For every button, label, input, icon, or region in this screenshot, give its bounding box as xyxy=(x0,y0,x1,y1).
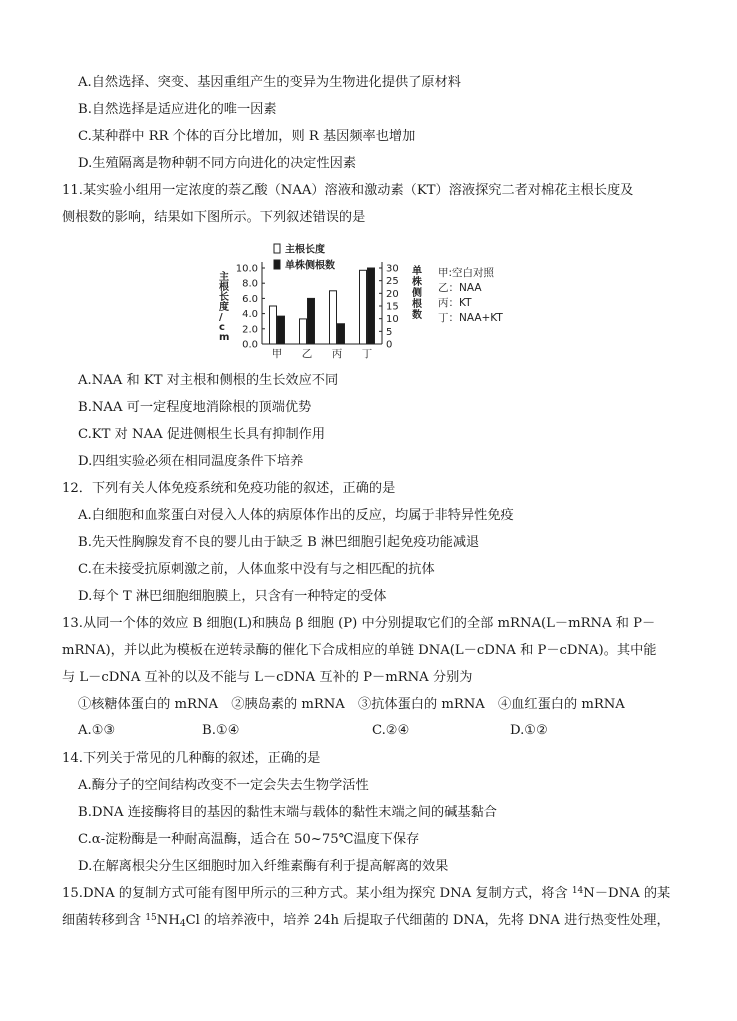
legend-label: 主根长度 xyxy=(285,244,325,256)
q13-choice-d: D.①② xyxy=(510,723,548,738)
left-tick-label: 4.0 xyxy=(242,309,258,321)
q12-option-b: B.先天性胸腺发育不良的婴儿由于缺乏 B 淋巴细胞引起免疫功能减退 xyxy=(78,535,480,550)
group-key-item: 丁：NAA+KT xyxy=(438,312,503,324)
legend-label: 单株侧根数 xyxy=(285,260,335,272)
q14-option-d: D.在解离根尖分生区细胞时加入纤维素酶有利于提高解离的效果 xyxy=(78,859,449,874)
q15-line1-part-b: N－DNA 的某 xyxy=(583,886,671,901)
bar-lateral-root xyxy=(308,298,315,344)
right-tick-label: 20 xyxy=(386,288,399,300)
x-category-label: 乙 xyxy=(301,348,313,360)
bar-lateral-root xyxy=(278,316,285,344)
x-category-label: 丙 xyxy=(331,348,343,360)
legend-swatch xyxy=(274,244,280,253)
q10-option-b: B.自然选择是适应进化的唯一因素 xyxy=(78,102,277,117)
right-tick-label: 10 xyxy=(386,314,399,326)
q11-stem-line1: 11.某实验小组用一定浓度的萘乙酸（NAA）溶液和激动素（KT）溶液探究二者对棉花主根长度及 xyxy=(62,183,634,198)
right-tick-label: 5 xyxy=(386,326,393,338)
x-category-label: 丁 xyxy=(361,348,373,360)
x-category-label: 甲 xyxy=(271,348,283,360)
q12-option-d: D.每个 T 淋巴细胞细胞膜上，只含有一种特定的受体 xyxy=(78,589,387,604)
q13-choice-b: B.①④ xyxy=(202,723,240,738)
bar-main-root xyxy=(270,306,277,344)
q11-option-d: D.四组实验必须在相同温度条件下培养 xyxy=(78,454,304,469)
q14-option-c: C.α-淀粉酶是一种耐高温酶，适合在 50~75℃温度下保存 xyxy=(78,832,420,847)
bar-lateral-root xyxy=(338,324,345,344)
right-axis-title: 单株侧根数 xyxy=(412,266,422,321)
q14-stem: 14.下列关于常见的几种酶的叙述，正确的是 xyxy=(62,751,321,766)
left-tick-label: 6.0 xyxy=(242,293,258,305)
q15-line2-sup: 15 xyxy=(145,913,157,923)
q13-stem-line2: mRNA)，并以此为模板在逆转录酶的催化下合成相应的单链 DNA(L－cDNA 和 P－cDNA)。其中能 xyxy=(62,643,657,658)
group-key-item: 乙：NAA xyxy=(438,282,482,294)
q11-option-a: A.NAA 和 KT 对主根和侧根的生长效应不同 xyxy=(78,373,339,388)
q11-option-b: B.NAA 可一定程度地消除根的顶端优势 xyxy=(78,400,312,415)
bar-main-root xyxy=(300,319,307,344)
q10-option-c: C.某种群中 RR 个体的百分比增加，则 R 基因频率也增加 xyxy=(78,129,416,144)
right-tick-label: 25 xyxy=(386,276,399,288)
q13-stem-line1: 13.从同一个体的效应 B 细胞(L)和胰岛 β 细胞 (P) 中分别提取它们的全部 mRNA(L－mRNA 和 P－ xyxy=(62,616,656,631)
q13-choice-c: C.②④ xyxy=(372,723,410,738)
q15-stem-line2 xyxy=(62,914,670,927)
q13-stem-line3: 与 L－cDNA 互补的以及不能与 L－cDNA 互补的 P－mRNA 分别为 xyxy=(62,670,473,685)
q12-option-c: C.在未接受抗原刺激之前，人体血浆中没有与之相匹配的抗体 xyxy=(78,562,435,577)
q13-items: ①核糖体蛋白的 mRNA ②胰岛素的 mRNA ③抗体蛋白的 mRNA ④血红蛋白的 mRNA xyxy=(78,697,625,712)
q15-line2-part-a: 细菌转移到含 xyxy=(62,913,146,928)
q13-choices xyxy=(78,724,658,740)
q10-option-d: D.生殖隔离是物种朝不同方向进化的决定性因素 xyxy=(78,156,357,171)
q11-stem-line2: 侧根数的影响，结果如下图所示。下列叙述错误的是 xyxy=(62,210,366,225)
group-key-item: 甲:空白对照 xyxy=(438,267,495,279)
q15-line1-sup: 14 xyxy=(571,886,584,896)
q15-line2-sub: 4 xyxy=(179,919,186,929)
group-key-item: 丙：KT xyxy=(438,297,472,309)
bar-lateral-root xyxy=(368,268,375,344)
q12-option-a: A.白细胞和血浆蛋白对侵入人体的病原体作出的反应，均属于非特异性免疫 xyxy=(78,508,514,523)
right-tick-label: 0 xyxy=(386,339,393,351)
q11-option-c: C.KT 对 NAA 促进侧根生长具有抑制作用 xyxy=(78,427,326,442)
q15-line2-part-c: Cl 的培养液中，培养 24h 后提取子代细菌的 DNA，先将 DNA 进行热变性处理， xyxy=(185,913,670,928)
q14-option-b: B.DNA 连接酶将目的基因的黏性末端与载体的黏性末端之间的碱基黏合 xyxy=(78,805,497,820)
left-tick-label: 10.0 xyxy=(235,263,258,275)
q15-line2-part-b: NH xyxy=(156,913,180,928)
right-tick-label: 15 xyxy=(386,301,399,313)
q11-bar-chart xyxy=(214,236,544,366)
left-tick-label: 8.0 xyxy=(242,278,258,290)
q12-stem: 12．下列有关人体免疫系统和免疫功能的叙述，正确的是 xyxy=(62,481,396,496)
q15-stem-line1 xyxy=(62,887,670,900)
left-axis-title: 主根长度/ c m xyxy=(219,272,230,343)
left-tick-label: 0.0 xyxy=(242,339,258,351)
q10-option-a: A.自然选择、突变、基因重组产生的变异为生物进化提供了原材料 xyxy=(78,75,461,90)
legend-swatch xyxy=(274,260,280,269)
bar-main-root xyxy=(330,291,337,344)
bar-main-root xyxy=(360,270,367,344)
q13-choice-a: A.①③ xyxy=(78,723,116,738)
q14-option-a: A.酶分子的空间结构改变不一定会失去生物学活性 xyxy=(78,778,369,793)
left-tick-label: 2.0 xyxy=(242,324,258,336)
q15-line1-part-a: 15.DNA 的复制方式可能有图甲所示的三种方式。某小组为探究 DNA 复制方式，将含 xyxy=(62,886,572,901)
right-tick-label: 30 xyxy=(386,263,399,275)
